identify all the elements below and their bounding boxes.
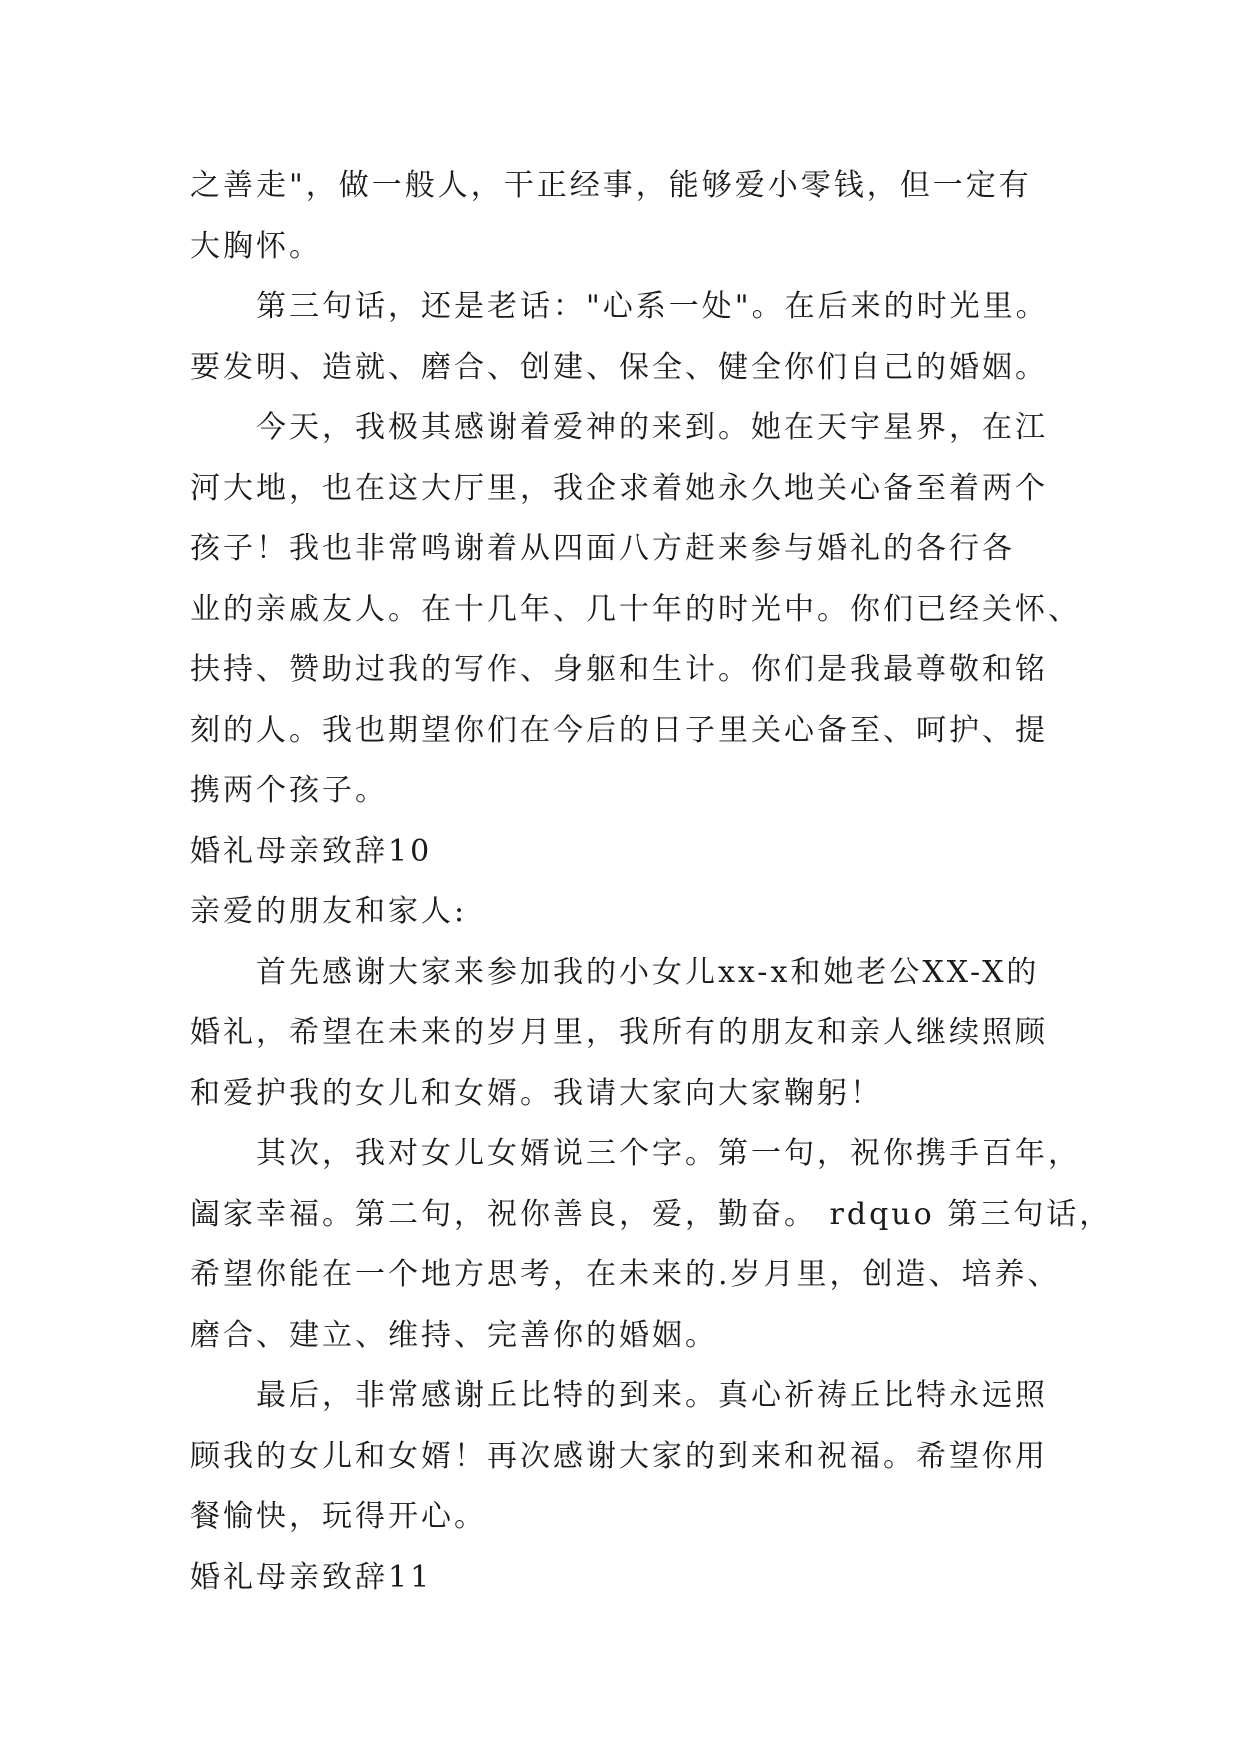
document-body bbox=[190, 156, 1113, 1608]
text-line: 河大地，也在这大厅里，我企求着她永久地关心备至着两个 bbox=[190, 470, 1048, 506]
paragraph-start-line: 第三句话，还是老话："心系一处"。在后来的时光里。 bbox=[256, 289, 1049, 324]
text-line: 之善走"，做一般人，干正经事，能够爱小零钱，但一定有 bbox=[190, 168, 1032, 203]
text-line: 扶持、赞助过我的写作、身躯和生计。你们是我最尊敬和铭 bbox=[190, 652, 1048, 687]
text-line: 孩子！我也非常鸣谢着从四面八方赶来参与婚礼的各行各 bbox=[190, 531, 1015, 566]
text-line: 婚礼，希望在未来的岁月里，我所有的朋友和亲人继续照顾 bbox=[190, 1015, 1048, 1050]
text-line: 大胸怀。 bbox=[190, 228, 322, 264]
text-line: 阖家幸福。第二句，祝你善良，爱，勤奋。 rdquo 第三句话， bbox=[190, 1196, 1113, 1232]
text-line: 磨合、建立、维持、完善你的婚姻。 bbox=[190, 1317, 718, 1353]
paragraph-start-line: 其次，我对女儿女婿说三个字。第一句，祝你携手百年， bbox=[256, 1136, 1081, 1171]
paragraph-start-line: 今天，我极其感谢着爱神的来到。她在天宇星界，在江 bbox=[256, 410, 1048, 445]
section-heading: 婚礼母亲致辞10 bbox=[190, 833, 433, 869]
text-line: 业的亲戚友人。在十几年、几十年的时光中。你们已经关怀、 bbox=[190, 591, 1081, 627]
text-line: 和爱护我的女儿和女婿。我请大家向大家鞠躬！ bbox=[190, 1075, 883, 1111]
text-line: 携两个孩子。 bbox=[190, 773, 388, 808]
text-line: 要发明、造就、磨合、创建、保全、健全你们自己的婚姻。 bbox=[190, 349, 1048, 385]
salutation: 亲爱的朋友和家人: bbox=[190, 894, 468, 929]
text-line: 顾我的女儿和女婿！再次感谢大家的到来和祝福。希望你用 bbox=[190, 1438, 1048, 1474]
paragraph-start-line: 首先感谢大家来参加我的小女儿xx-x和她老公XX-X的 bbox=[256, 954, 1040, 990]
section-heading: 婚礼母亲致辞11 bbox=[190, 1559, 433, 1595]
text-line: 餐愉快，玩得开心。 bbox=[190, 1499, 487, 1534]
text-line: 刻的人。我也期望你们在今后的日子里关心备至、呵护、提 bbox=[190, 712, 1048, 748]
paragraph-start-line: 最后，非常感谢丘比特的到来。真心祈祷丘比特永远照 bbox=[256, 1378, 1048, 1413]
text-line: 希望你能在一个地方思考，在未来的.岁月里，创造、培养、 bbox=[190, 1257, 1061, 1292]
